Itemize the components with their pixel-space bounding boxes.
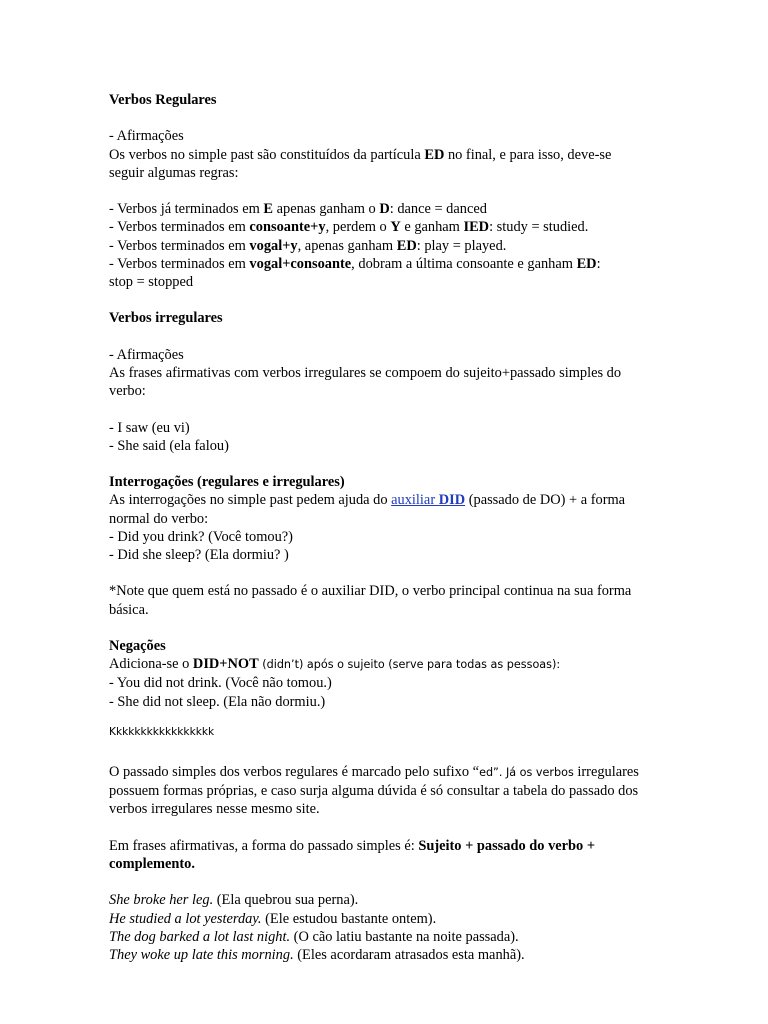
paragraph-negacoes: Adiciona-se o DID+NOT (didn’t) após o sujeito (serve para todas as pessoas): [109, 656, 561, 673]
example-sentence: They woke up late this morning. (Eles acordaram atrasados esta manhã). [109, 946, 525, 963]
example-sentence: He studied a lot yesterday. (Ele estudou bastante ontem). [109, 910, 437, 927]
example-line: - Did she sleep? (Ela dormiu? ) [109, 546, 289, 563]
section-title-interrogacoes: Interrogações (regulares e irregulares) [109, 474, 345, 491]
example-line: - She said (ela falou) [109, 437, 229, 454]
section-title-regulares: Verbos Regulares [109, 92, 217, 108]
kk-line: Kkkkkkkkkkkkkkkkk [109, 725, 215, 738]
paragraph-interrogacoes: As interrogações no simple past pedem ajuda do auxiliar DID (passado de DO) + a forma normal do verbo: [109, 492, 626, 527]
paragraph-forma-afirmativa: Em frases afirmativas, a forma do passado simples é: Sujeito + passado do verbo + complemento. [109, 837, 596, 872]
example-line: - She did not sleep. (Ela não dormiu.) [109, 693, 326, 710]
example-line: - I saw (eu vi) [109, 419, 190, 436]
rule-line-continuation: stop = stopped [109, 274, 194, 290]
rule-line: - Verbos terminados em consoante+y, perdem o Y e ganham IED: study = studied. [109, 219, 589, 236]
paragraph-passado-simples: O passado simples dos verbos regulares é marcado pelo sufixo “ed”. Já os verbos irregulares possuem formas próprias, e caso surja alguma dúvida é só consultar a tabela do passado dos verbos irregulares nesse mesmo site. [109, 763, 639, 818]
section-title-irregulares: Verbos irregulares [109, 310, 223, 327]
afirmacoes-label: - Afirmações [109, 346, 184, 363]
afirmacoes-label: - Afirmações [109, 128, 184, 145]
rule-line: - Verbos já terminados em E apenas ganham o D: dance = danced [109, 201, 487, 218]
example-sentence: She broke her leg. (Ela quebrou sua perna). [109, 892, 359, 909]
section-title-negacoes: Negações [109, 637, 166, 654]
paragraph-intro-irregulares: As frases afirmativas com verbos irregulares se compoem do sujeito+passado simples do verbo: [109, 364, 622, 400]
paragraph-intro-regulares: Os verbos no simple past são constituídos da partícula ED no final, e para isso, deve-se seguir algumas regras: [109, 146, 612, 181]
document-page [109, 91, 649, 964]
auxiliar-did-link[interactable]: auxiliar DID [391, 492, 466, 509]
rule-line: - Verbos terminados em vogal+consoante, dobram a última consoante e ganham ED: [109, 255, 601, 272]
rule-line: - Verbos terminados em vogal+y, apenas ganham ED: play = played. [109, 237, 507, 254]
note-paragraph: *Note que quem está no passado é o auxiliar DID, o verbo principal continua na sua forma básica. [109, 583, 632, 618]
example-line: - Did you drink? (Você tomou?) [109, 528, 293, 545]
example-sentence: The dog barked a lot last night. (O cão latiu bastante na noite passada). [109, 928, 519, 945]
example-line: - You did not drink. (Você não tomou.) [109, 675, 332, 692]
